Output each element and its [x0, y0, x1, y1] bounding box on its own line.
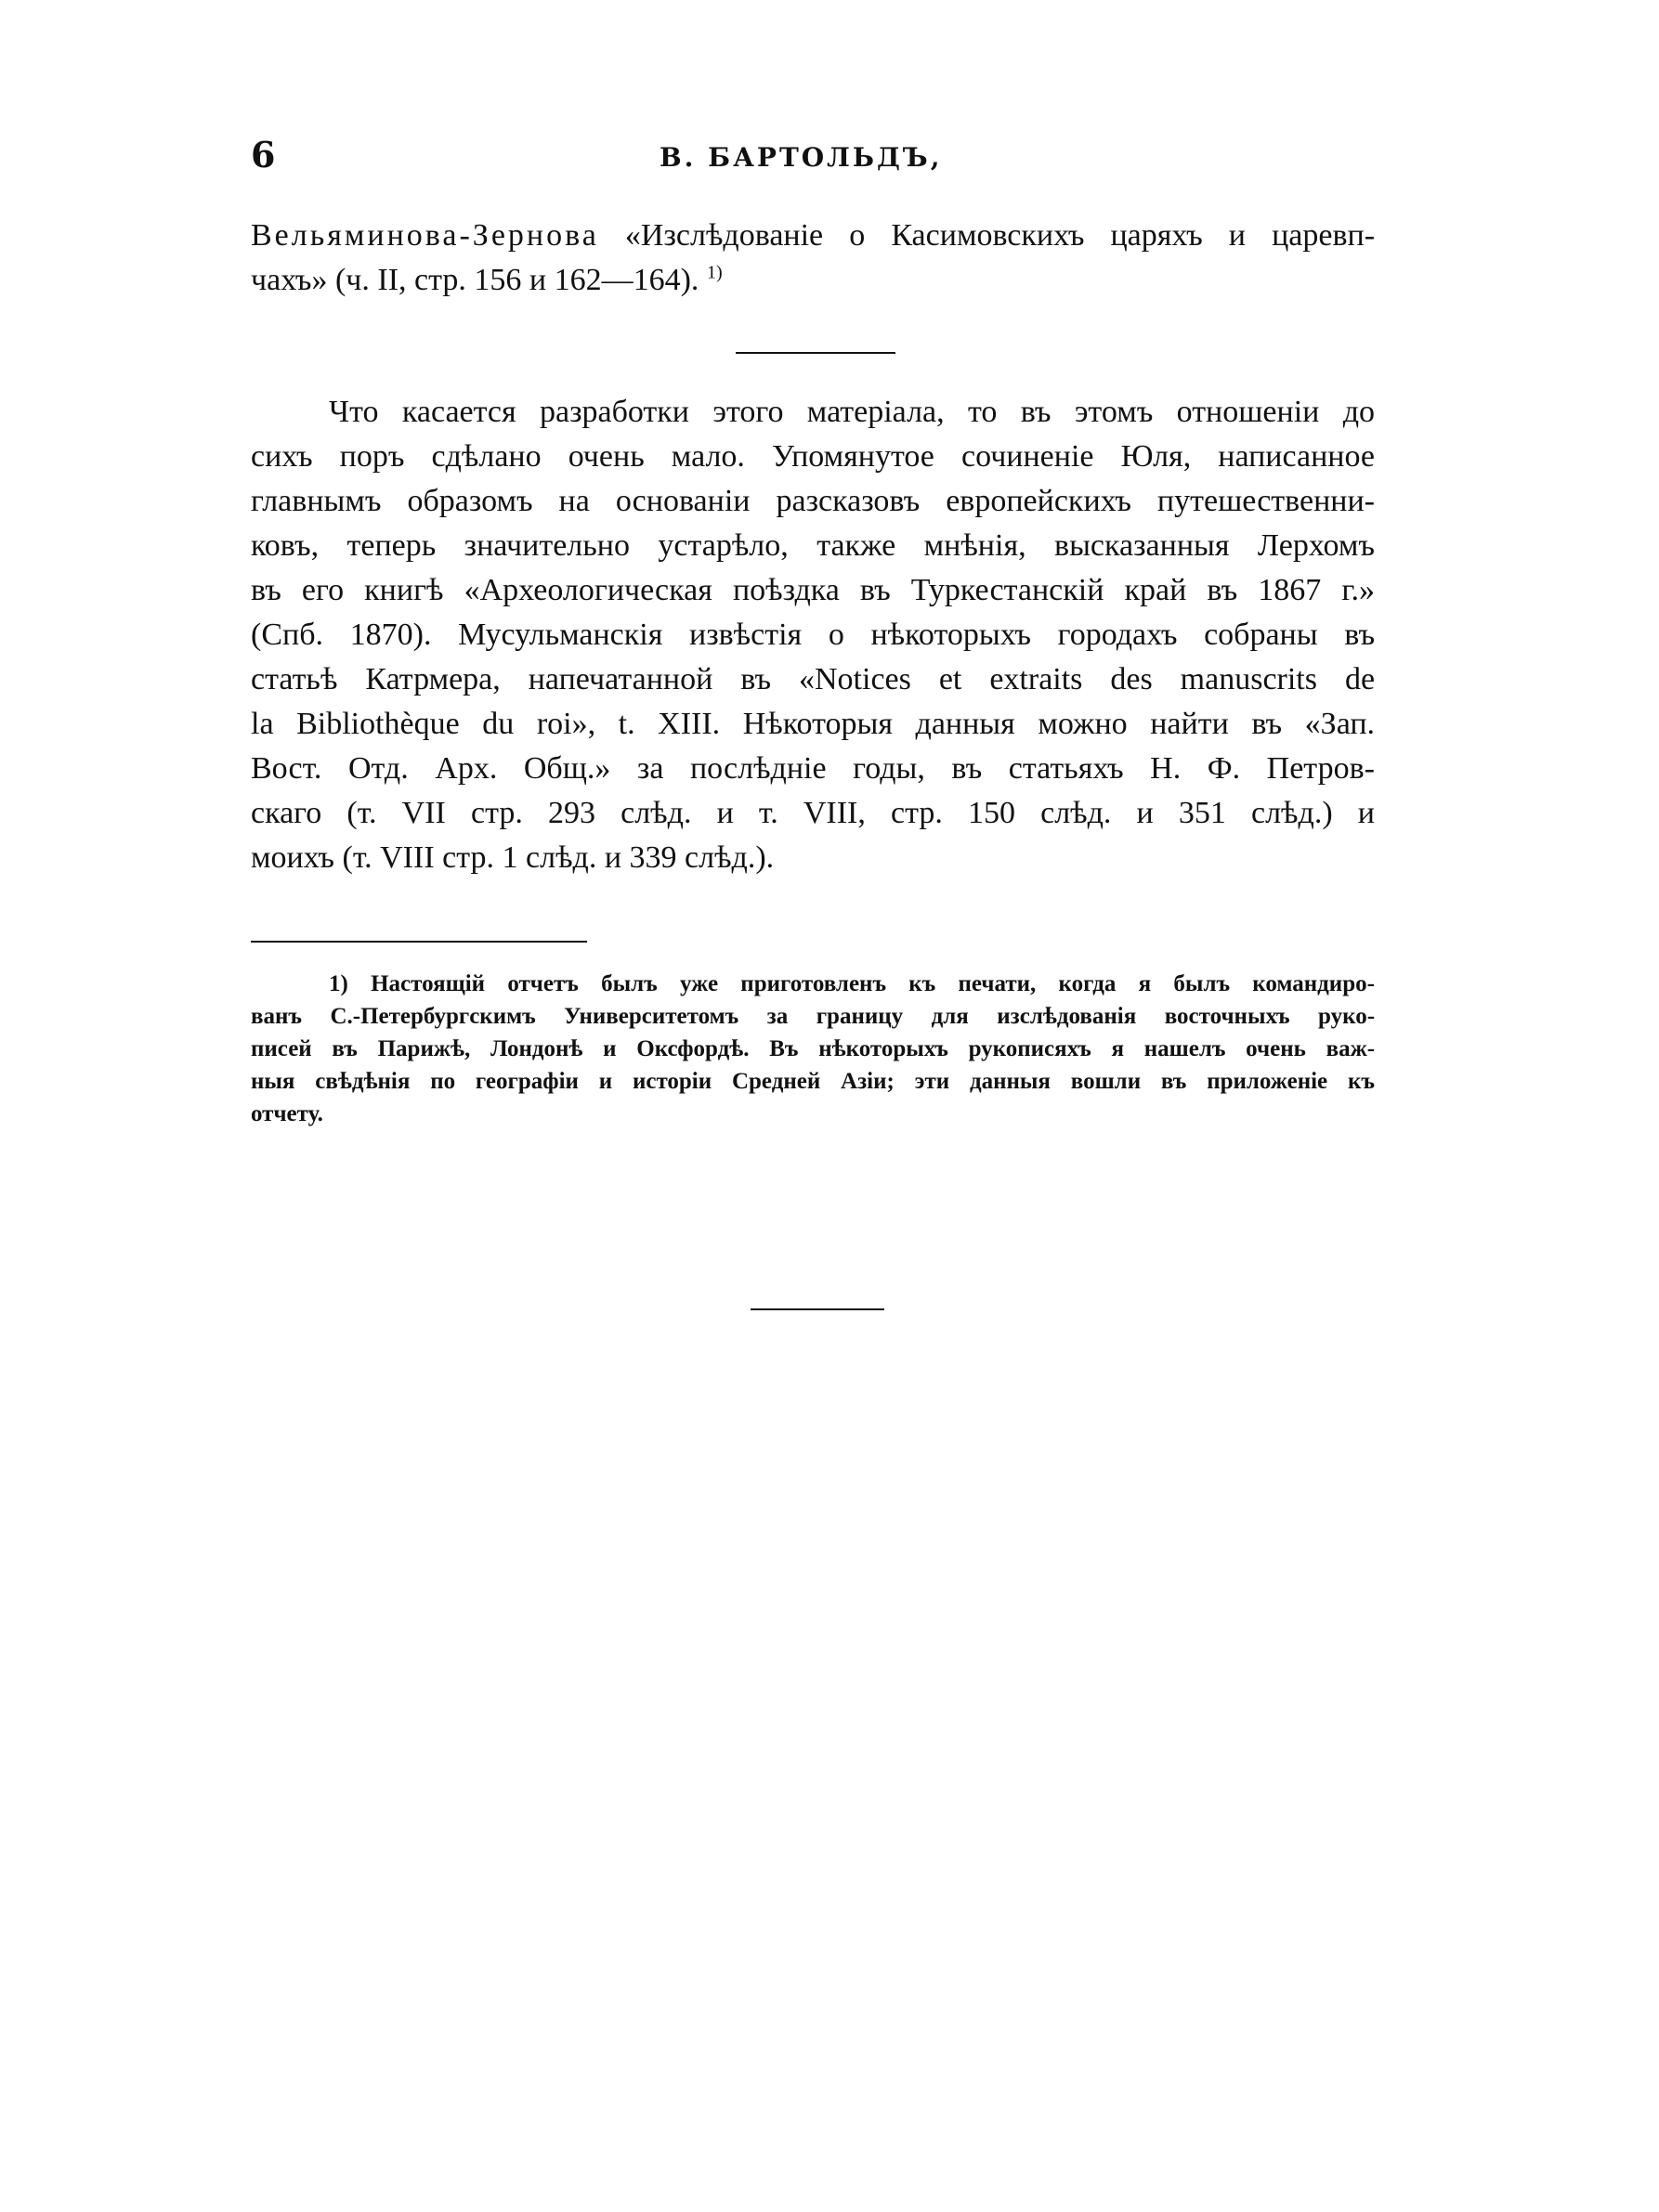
footnote-line: ныя свѣдѣнія по географіи и исторіи Средней Азіи; эти данныя вошли въ приложеніе къ — [251, 1069, 1375, 1094]
text-line — [251, 214, 1375, 258]
main-paragraph — [251, 390, 1375, 880]
footnote — [251, 968, 1375, 1130]
footnote-separator-rule — [251, 941, 587, 943]
author-name: Вельяминова-Зернова — [251, 218, 599, 253]
text-line: сихъ поръ сдѣлано очень мало. Упомянутое сочиненіе Юля, написанное — [251, 439, 1375, 474]
footnote-line: писей въ Парижѣ, Лондонѣ и Оксфордѣ. Въ нѣкоторыхъ рукописяхъ я нашелъ очень важ- — [251, 1036, 1376, 1061]
text-line: la Bibliothèque du roi», t. XIII. Нѣкоторыя данныя можно найти въ «Зап. — [251, 707, 1376, 741]
text-line-content: чахъ» (ч. II, стр. 156 и 162—164). — [251, 263, 699, 297]
footnote-line: ванъ С.-Петербургскимъ Университетомъ за границу для изслѣдованія восточныхъ руко- — [251, 1004, 1376, 1029]
footnote-line: отчету. — [251, 1101, 323, 1126]
page-number: 6 — [251, 134, 276, 176]
opening-paragraph — [251, 214, 1375, 303]
footnote-line: 1) Настоящій отчетъ былъ уже приготовленъ къ печати, когда я былъ командиро- — [329, 971, 1375, 996]
text-line — [251, 258, 1375, 303]
text-line: (Спб. 1870). Мусульманскія извѣстія о нѣкоторыхъ городахъ собраны въ — [251, 618, 1376, 652]
text-line: въ его книгѣ «Археологическая поѣздка въ Туркестанскій край въ 1867 г.» — [251, 573, 1375, 607]
text-line: главнымъ образомъ на основаніи разсказовъ европейскихъ путешественни- — [251, 484, 1375, 518]
text-line: ковъ, теперь значительно устарѣло, также мнѣнія, высказанныя Лерхомъ — [251, 528, 1376, 563]
running-head: В. БАРТОЛЬДЪ, — [660, 142, 943, 173]
text-line: Вост. Отд. Арх. Общ.» за послѣдніе годы, въ статьяхъ Н. Ф. Петров- — [251, 751, 1375, 786]
end-rule — [751, 1308, 884, 1310]
text-line: Что касается разработки этого матеріала, то въ этомъ отношеніи до — [329, 395, 1375, 429]
section-separator-rule — [736, 352, 895, 354]
footnote-reference: 1) — [706, 262, 723, 283]
text-line: скаго (т. VII стр. 293 слѣд. и т. VIII, стр. 150 слѣд. и 351 слѣд.) и — [251, 796, 1375, 830]
text-line: статьѣ Катрмера, напечатанной въ «Notices et extraits des manuscrits de — [251, 662, 1376, 696]
text-line: моихъ (т. VIII стр. 1 слѣд. и 339 слѣд.). — [251, 840, 775, 875]
text-line-rest: «Изслѣдованіе о Касимовскихъ царяхъ и царевп- — [624, 218, 1376, 253]
